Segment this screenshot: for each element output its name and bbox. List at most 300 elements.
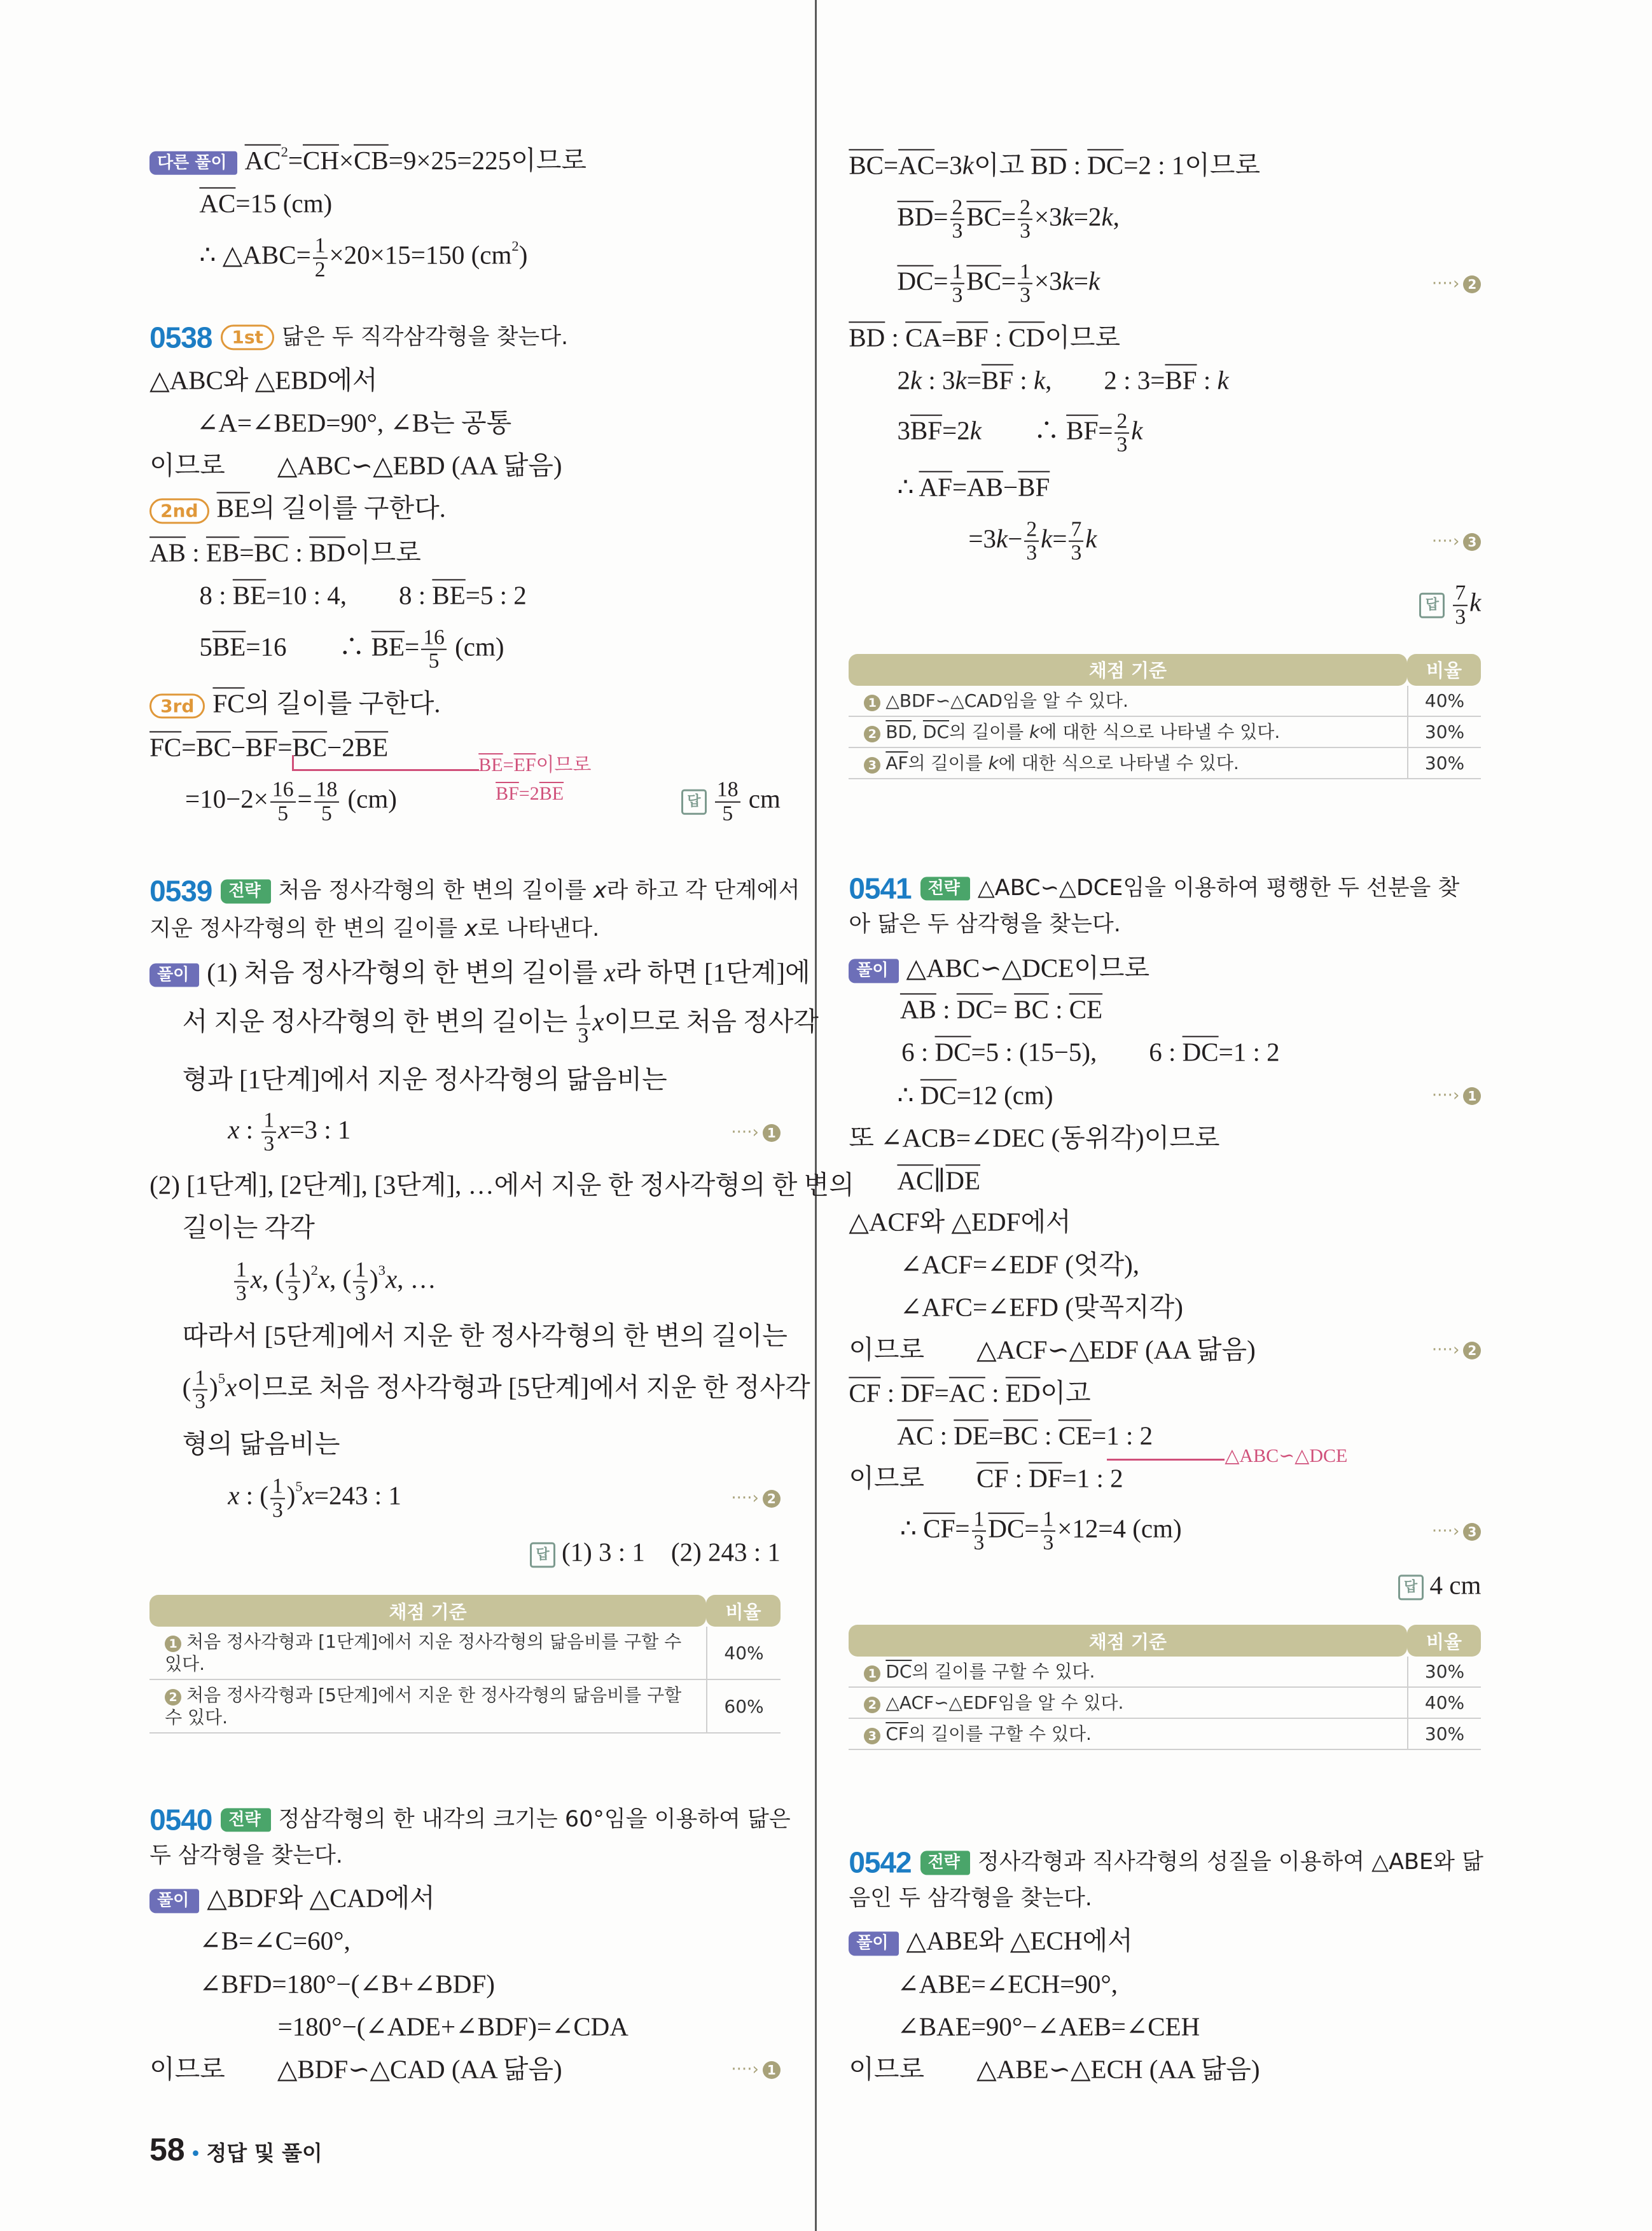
overlined-segment: $\overline{BE}$ [432,580,466,610]
variable: k [1217,365,1229,395]
variable: x [385,1264,398,1294]
overlined-segment: $\overline{BE}$ [216,493,250,523]
numerator: 16 [270,779,296,802]
answer-icon: 답 [1398,1575,1424,1601]
variable: x [228,1480,240,1510]
annotation-connector [292,755,479,771]
overlined-segment: $\overline{AC}$ [948,1377,985,1407]
overlined-segment: $\overline{CB}$ [354,145,389,175]
overlined-segment: $\overline{BE}$ [354,732,389,762]
denominator: 2 [314,258,326,282]
solution-line [900,1508,1182,1554]
solution-line [900,1292,1183,1323]
solution-line [968,518,1097,564]
variable: x [228,1115,240,1144]
solution-line [149,493,446,524]
text: 따라서 [5단계]에서 지운 한 정사각형의 한 변의 길이는 [182,1321,788,1351]
strategy-badge: 전략 [920,877,970,900]
criteria-number-icon: 1 [864,695,880,711]
text: 형과 [1단계]에서 지운 정사각형의 닮음비는 [182,1064,667,1094]
solution-line [183,1320,788,1351]
text: : [1197,365,1218,395]
overlined-segment: $\overline{AC}$ [199,188,236,218]
solution-line [149,143,587,176]
solution-line [849,1335,1255,1366]
annotation-note [478,752,591,779]
variable: k [988,752,999,774]
text: = [239,538,254,567]
solution-line [901,1037,1279,1068]
problem-heading [849,1845,1483,1880]
denominator: 3 [578,1024,589,1048]
ratio-header: 비율 [706,1595,781,1627]
overlined-segment: $\overline{BF}$ [981,365,1014,395]
overlined-segment: $\overline{AC}$ [897,1165,934,1195]
text: = [288,145,303,175]
solution-line [897,2011,1200,2042]
fraction [1018,260,1032,307]
annotation-connector [1107,1459,1225,1461]
text: = [503,754,514,776]
score-marker: ····› 3 [1432,1522,1481,1541]
overlined-segment: $\overline{BF}$ [956,323,989,352]
text: ∴ [981,415,1067,445]
numerator: 1 [286,1259,300,1282]
overlined-segment: $\overline{BC}$ [292,732,328,762]
overlined-segment: $\overline{DC}$ [988,1513,1025,1543]
overlined-segment: $\overline{BE}$ [371,632,405,662]
text: ∠B=∠C=60°, [199,1926,351,1956]
solution-line [849,1463,1123,1494]
solution-line [149,450,562,481]
overlined-segment: $\overline{BC}$ [196,732,232,762]
solution-line [149,957,810,989]
text: ) [518,240,528,270]
overlined-segment: $\overline{BD}$ [849,323,885,352]
superscript: 2 [511,238,519,254]
numerator: 1 [1018,260,1032,284]
text: =15 (cm) [235,188,333,218]
text: − [231,732,246,762]
numerator: 2 [1024,518,1039,541]
annotation-note [1225,1443,1347,1470]
solution-line [183,1367,810,1414]
text: 이므로 [345,538,421,567]
solution-badge: 풀이 [849,1932,898,1956]
ratio-cell: 30% [1407,717,1482,748]
text: = [405,632,420,662]
solution-line [849,1926,1132,1957]
fraction [193,1367,207,1414]
problem-number: 0538 [149,321,212,354]
text: 두 삼각형을 찾는다. [149,1843,343,1869]
scoring-table [849,654,1481,779]
solution-line [849,1122,1219,1153]
text: 라 하면 [1단계]에 [615,957,810,987]
numerator: 16 [421,627,447,650]
text: △BDF∽△CAD임을 알 수 있다. [885,690,1128,711]
overlined-segment: $\overline{BD}$ [897,202,934,232]
overlined-segment: $\overline{CA}$ [905,323,942,352]
problem-number: 0542 [849,1845,912,1879]
text: : [985,1377,1006,1407]
criteria-cell [849,1657,1406,1688]
overlined-segment: $\overline{CF}$ [885,1723,908,1745]
text: 2 [897,365,910,395]
text: =5 : (15−5), 6 : [971,1037,1183,1067]
fraction [270,1475,285,1522]
text: , ( [261,1264,284,1294]
text: ∴ [899,1513,924,1543]
text: ∠AFC=∠EFD (맞꼭지각) [899,1292,1183,1322]
superscript: 3 [378,1262,385,1279]
text: 이고 [973,150,1031,180]
variable: k [1062,202,1074,232]
text: : 3 [922,365,955,395]
table-row [849,1688,1481,1719]
solution-line [849,1206,1071,1237]
criteria-cell [849,686,1406,717]
overlined-segment: $\overline{BD}$ [1031,150,1067,180]
variable: x [593,878,607,904]
denominator: 3 [1043,1531,1054,1555]
solution-line [197,407,511,438]
text: 3 [897,415,910,445]
variable: k [1041,524,1053,553]
solution-line [849,2054,1260,2085]
criteria-number-icon: 3 [864,757,880,774]
text: 서 지운 정사각형의 한 변의 길이는 [182,1006,574,1036]
text: 의 길이를 구할 수 있다. [912,1661,1095,1683]
text: ∠ACF=∠EDF (엇각), [899,1249,1139,1279]
problem-heading [849,911,1121,938]
overlined-segment: $\overline{BF}$ [1066,415,1099,445]
table-row [149,1627,781,1680]
fraction [1024,518,1039,564]
text: 음인 두 삼각형을 찾는다. [849,1886,1092,1912]
text: 지운 정사각형의 한 변의 길이를 [149,915,465,942]
text: : [936,994,957,1024]
ratio-header: 비율 [1407,654,1482,686]
overlined-segment: $\overline{CH}$ [302,145,339,175]
text: 의 길이를 [949,721,1030,742]
overlined-segment: $\overline{DC}$ [920,1080,957,1110]
overlined-segment: $\overline{BC}$ [254,538,289,567]
numerator: 1 [261,1109,276,1133]
ratio-cell: 30% [1407,1657,1482,1688]
fraction [576,1001,591,1047]
overlined-segment: $\overline{CF}$ [976,1463,1009,1493]
strategy-badge: 전략 [221,880,270,903]
score-marker: ····› 1 [731,1123,780,1142]
denominator: 3 [1455,605,1466,629]
text: 의 길이를 구할 수 있다. [908,1723,1092,1745]
overlined-segment: $\overline{BE}$ [478,754,503,776]
text: 이므로 처음 정사각형과 [5단계]에서 지운 한 정사각 [237,1372,810,1402]
text: = [988,1421,1004,1450]
solution-badge: 다른 풀이 [149,151,237,175]
text: △ABE와 △ECH에서 [906,1926,1133,1956]
text: =5 : 2 [465,580,527,610]
table-row [849,717,1481,748]
fraction [270,779,296,825]
answer-icon: 답 [681,789,707,814]
numerator: 18 [715,779,740,802]
text: △ABC와 △EBD에서 [149,365,378,395]
problem-heading [149,1803,791,1838]
numerator: 1 [193,1367,207,1391]
variable: k [969,415,982,445]
text: 이고 [1040,1377,1091,1407]
ratio-cell: 40% [1407,686,1482,717]
variable: k [1062,265,1074,295]
text: = [933,265,948,295]
denominator: 3 [1116,433,1128,457]
numerator: 18 [314,779,340,802]
overlined-segment: $\overline{FC}$ [212,688,245,718]
overlined-segment: $\overline{ED}$ [1005,1377,1041,1407]
criteria-cell [849,748,1406,779]
text: ×3 [1034,202,1062,232]
text: = [934,1377,949,1407]
text: 이므로 △BDF∽△CAD (AA 닮음) [149,2054,562,2084]
text: 형의 닮음비는 [182,1429,340,1459]
text: = [297,784,312,814]
text: : ( [239,1480,268,1510]
denominator: 3 [195,1390,206,1414]
denominator: 3 [288,1281,298,1305]
criteria-cell [849,717,1406,748]
solution-line [849,149,1260,181]
step-badge: 1st [221,325,274,351]
marker-number-icon: 2 [1463,1342,1481,1359]
variable: k [1469,587,1482,617]
text: 이므로 △ABC∽△EBD (AA 닮음) [149,450,562,480]
overlined-segment: $\overline{BF}$ [246,732,278,762]
fraction [234,1259,249,1305]
fraction [1069,518,1083,564]
variable: k [1101,202,1113,232]
solution-line [897,1968,1118,1999]
text: − [1003,472,1018,502]
text: −2 [327,732,355,762]
variable: k [962,150,974,180]
text: = [1024,1513,1039,1543]
denominator: 3 [235,1281,247,1305]
solution-line [897,1420,1153,1451]
text: 에 대한 식으로 나타낼 수 있다. [998,752,1239,774]
solution-line [199,235,527,281]
superscript: 2 [310,1262,318,1279]
variable: x [317,1264,330,1294]
denominator: 3 [272,1498,283,1522]
text: , [1113,202,1120,232]
denominator: 5 [321,802,332,826]
solution-line [199,188,332,219]
text: 이므로 [1045,323,1121,352]
text: : [933,1421,954,1450]
solution-line [185,779,397,825]
overlined-segment: $\overline{AB}$ [149,538,186,567]
text: △ACF와 △EDF에서 [849,1207,1071,1237]
numerator: 2 [950,196,965,219]
overlined-segment: $\overline{DC}$ [956,994,993,1024]
overlined-segment: $\overline{AC}$ [244,145,281,175]
page-number: 58 [149,2132,185,2167]
page-footer [149,2131,323,2168]
variable: x [278,1115,290,1144]
text: ∠A=∠BED=90°, ∠B는 공통 [196,408,512,438]
text: , … [397,1264,436,1294]
text: ) [302,1264,311,1294]
text: ×12=4 (cm) [1057,1513,1182,1543]
solution-line [897,471,1050,503]
text: = [884,150,899,180]
text: (2) [1단계], [2단계], [3단계], …에서 지운 한 정사각형의 한 변의 [149,1170,854,1200]
text: 처음 정사각형과 [5단계]에서 지운 한 정사각형의 닮음비를 구할 수 있다. [165,1685,682,1728]
variable: k [1029,721,1040,742]
criteria-cell [149,1627,706,1680]
text: : [1013,365,1034,395]
fraction [1018,196,1032,242]
text: 로 나타낸다. [477,915,600,942]
text: × [338,145,354,175]
solution-line [228,1475,401,1522]
overlined-segment: $\overline{DC}$ [934,1037,971,1067]
overlined-segment: $\overline{FC}$ [149,732,182,762]
numerator: 2 [1114,410,1129,433]
overlined-segment: $\overline{DE}$ [954,1421,989,1450]
problem-number: 0539 [149,874,212,908]
text: 에 대한 식으로 나타낼 수 있다. [1039,721,1281,742]
table-header-row [849,1625,1481,1657]
overlined-segment: $\overline{AC}$ [898,150,935,180]
numerator: 1 [353,1259,368,1282]
text: =2 [1073,202,1102,232]
criteria-header: 채점 기준 [849,654,1406,686]
overlined-segment: $\overline{BC}$ [966,202,1002,232]
solution-badge: 풀이 [149,964,199,987]
text: =3 [934,150,962,180]
numerator: 1 [950,260,965,284]
fraction [314,779,340,825]
problem-heading [149,1842,343,1869]
solution-line [900,994,1102,1025]
marker-number-icon: 3 [1463,533,1481,551]
solution-line [149,2054,562,2085]
fraction [261,1109,276,1156]
text: = [952,472,968,502]
denominator: 3 [1071,541,1082,565]
marker-number-icon: 3 [1463,1523,1481,1541]
text: 정삼각형의 한 내각의 크기는 60°임을 이용하여 닮은 [278,1807,791,1833]
variable: x [225,1372,237,1402]
column-divider [815,0,817,2231]
text: = [955,1513,970,1543]
solution-line [149,365,377,396]
denominator: 3 [1020,283,1031,307]
numerator: 7 [1069,518,1083,541]
footer-title: 정답 및 풀이 [206,2141,323,2165]
problem-number: 0540 [149,1803,212,1837]
ratio-cell: 60% [706,1680,781,1734]
solution-line [228,1109,351,1156]
text: 4 cm [1429,1570,1482,1600]
text: ∠BFD=180°−(∠B+∠BDF) [199,1969,495,1999]
solution-line [897,410,1142,456]
text: 의 길이를 [908,752,989,774]
answer-icon: 답 [1419,592,1445,618]
denominator: 3 [1026,541,1038,565]
text: = [992,994,1015,1024]
text: =2 [518,782,539,804]
overlined-segment: $\overline{CE}$ [1058,1421,1092,1450]
denominator: 5 [428,649,440,673]
solution-line [849,953,1149,984]
text: =10−2× [185,784,268,814]
denominator: 3 [952,283,963,307]
solution-line [199,627,504,673]
overlined-segment: $\overline{EB}$ [205,538,240,567]
text: =3 [968,524,996,553]
denominator: 5 [277,802,289,826]
text: △BDF와 △CAD에서 [207,1883,435,1913]
text: : [289,538,310,567]
scoring-table [149,1595,781,1734]
answer-line [530,1537,781,1568]
text: 또 ∠ACB=∠DEC (동위각)이므로 [849,1123,1220,1153]
solution-line [897,196,1119,242]
solution-line [199,1926,350,1957]
overlined-segment: $\overline{DC}$ [1087,150,1124,180]
answer-line [1398,1569,1482,1601]
marker-number-icon: 2 [1463,275,1481,293]
text: (cm) [448,632,504,662]
fraction [421,627,447,673]
text: 이므로 △ABE∽△ECH (AA 닮음) [849,2054,1260,2084]
fraction [1041,1508,1055,1554]
numerator: 1 [234,1259,249,1282]
problem-heading [149,320,568,355]
text: 아 닮은 두 삼각형을 찾는다. [849,911,1121,937]
fraction [1453,582,1468,629]
overlined-segment: $\overline{BC}$ [849,150,884,180]
text: 닮은 두 직각삼각형을 찾는다. [281,324,569,350]
numerator: 1 [270,1475,285,1499]
text: : [885,323,906,352]
denominator: 3 [355,1281,366,1305]
solution-line [849,1377,1090,1408]
criteria-cell [849,1688,1406,1719]
score-marker: ····› 2 [731,1489,780,1508]
denominator: 3 [263,1132,275,1156]
ratio-header: 비율 [1407,1625,1482,1657]
text: = [941,323,957,352]
text: = [1001,202,1017,232]
text: , 2 : 3= [1045,365,1165,395]
text: : [186,538,206,567]
problem-heading [849,871,1459,906]
text: △ABC∽△DCE [1225,1445,1348,1466]
text: ) [370,1264,378,1294]
text: 의 길이를 구한다. [249,493,446,523]
scoring-table [849,1625,1481,1750]
text: , ( [330,1264,352,1294]
ratio-cell: 40% [1407,1688,1482,1719]
overlined-segment: $\overline{BC}$ [1014,994,1049,1024]
problem-heading [149,874,800,909]
overlined-segment: $\overline{BD}$ [309,538,346,567]
